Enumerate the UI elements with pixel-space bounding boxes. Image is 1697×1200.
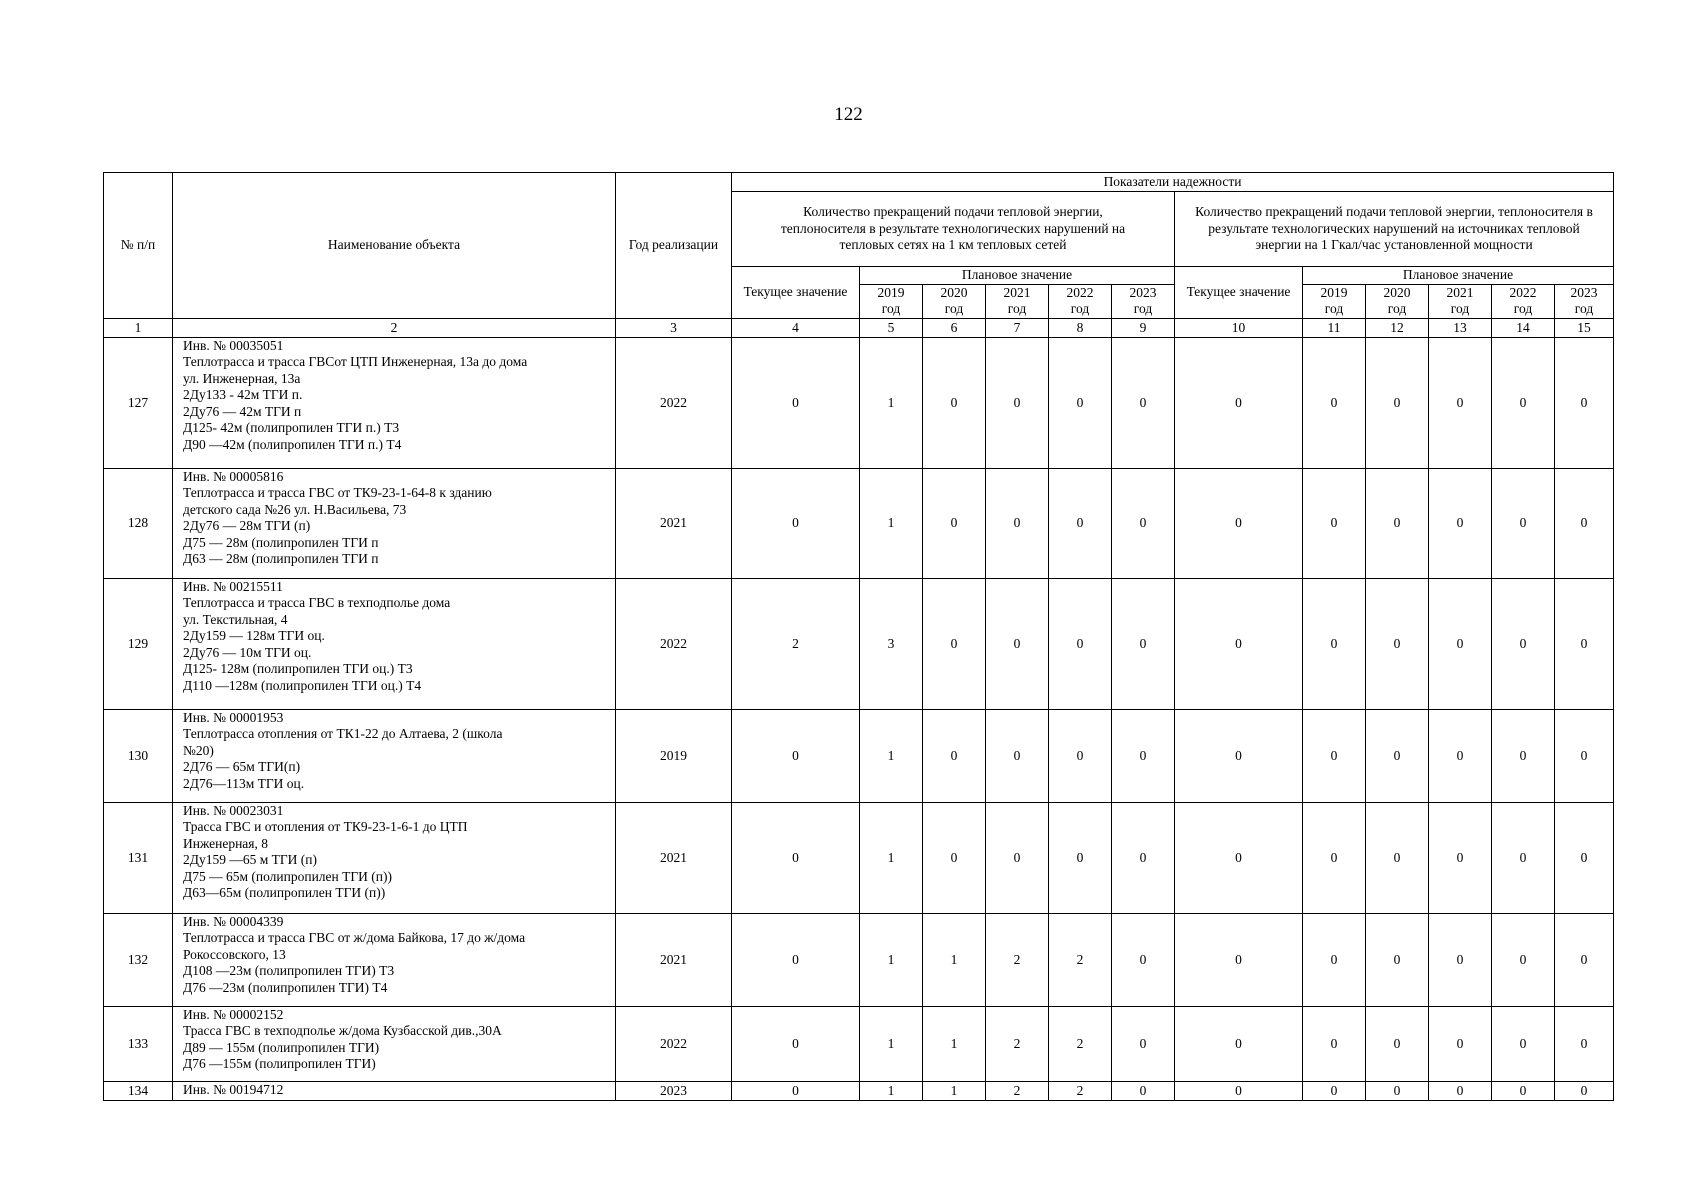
indicator-value: 0 <box>732 1081 860 1100</box>
header-year-cell: 2020 год <box>923 285 986 319</box>
object-name-line: ул. Инженерная, 13а <box>183 370 301 386</box>
indicator-value: 0 <box>1112 578 1175 709</box>
indicator-value: 0 <box>1112 709 1175 802</box>
column-number-cell: 12 <box>1366 318 1429 337</box>
object-name-line: 2Ду159 — 128м ТГИ оц. <box>183 628 325 644</box>
row-number: 130 <box>104 709 173 802</box>
indicator-value: 0 <box>732 468 860 578</box>
object-name-line: Теплотрасса и трасса ГВСот ЦТП Инженерная, 13а до дома <box>183 354 528 370</box>
header-year-cell: 2019 год <box>1303 285 1366 319</box>
header-no: № п/п <box>104 173 173 319</box>
indicator-value: 0 <box>1112 468 1175 578</box>
column-number-cell: 3 <box>616 318 732 337</box>
header-year-cell: 2023 год <box>1112 285 1175 319</box>
column-number-cell: 8 <box>1049 318 1112 337</box>
column-number-cell: 6 <box>923 318 986 337</box>
table-row <box>104 1006 1614 1081</box>
object-name-line: Д63 — 28м (полипропилен ТГИ п <box>183 551 379 567</box>
indicator-value: 0 <box>1366 913 1429 1006</box>
table-row <box>104 913 1614 1006</box>
header-year-cell: 2021 год <box>1429 285 1492 319</box>
column-number-cell: 2 <box>173 318 616 337</box>
object-name <box>173 802 616 913</box>
indicator-value: 0 <box>1049 802 1112 913</box>
indicator-value: 0 <box>1112 913 1175 1006</box>
column-number-cell: 4 <box>732 318 860 337</box>
indicator-value: 0 <box>1303 468 1366 578</box>
header-reliability: Показатели надежности <box>732 173 1614 192</box>
implementation-year: 2022 <box>616 578 732 709</box>
indicator-value: 0 <box>1366 1081 1429 1100</box>
object-name <box>173 709 616 802</box>
indicator-value: 0 <box>1303 578 1366 709</box>
indicator-value: 1 <box>923 1006 986 1081</box>
indicator-value: 2 <box>1049 913 1112 1006</box>
indicator-value: 0 <box>1492 337 1555 468</box>
column-number-cell: 13 <box>1429 318 1492 337</box>
table-row <box>104 337 1614 468</box>
indicator-value: 0 <box>1492 913 1555 1006</box>
indicator-value: 0 <box>1175 802 1303 913</box>
column-number-cell: 7 <box>986 318 1049 337</box>
object-name-line: Инв. № 00002152 <box>183 1006 284 1022</box>
object-name-line: Рокоссовского, 13 <box>183 946 286 962</box>
indicator-value: 0 <box>1492 468 1555 578</box>
indicator-value: 0 <box>1555 913 1614 1006</box>
table-row <box>104 468 1614 578</box>
implementation-year: 2019 <box>616 709 732 802</box>
indicator-value: 2 <box>732 578 860 709</box>
indicator-value: 0 <box>1303 913 1366 1006</box>
indicator-value: 0 <box>1366 802 1429 913</box>
indicator-value: 0 <box>1429 337 1492 468</box>
table-row <box>104 709 1614 802</box>
object-name-line: Инв. № 00005816 <box>183 468 284 484</box>
table-body <box>104 337 1614 1100</box>
indicator-value: 1 <box>860 709 923 802</box>
object-name-line: Инв. № 00023031 <box>183 802 284 818</box>
indicator-value: 2 <box>986 1081 1049 1100</box>
column-number-cell: 1 <box>104 318 173 337</box>
object-name-line: Инв. № 00035051 <box>183 337 284 353</box>
indicator-value: 0 <box>1555 1006 1614 1081</box>
indicator-value: 0 <box>1175 1006 1303 1081</box>
object-name-line: Инженерная, 8 <box>183 835 269 851</box>
object-name-line: 2Ду76 — 10м ТГИ оц. <box>183 644 312 660</box>
indicator-value: 0 <box>1492 802 1555 913</box>
indicator-value: 0 <box>1112 1006 1175 1081</box>
object-name-line: Д125- 42м (полипропилен ТГИ п.) Т3 <box>183 420 400 436</box>
indicator-value: 0 <box>1555 802 1614 913</box>
object-name-line: Инв. № 00001953 <box>183 709 284 725</box>
indicator-value: 0 <box>1555 578 1614 709</box>
object-name-line: Теплотрасса отопления от ТК1-22 до Алтаева, 2 (школа <box>183 726 503 742</box>
indicator-value: 0 <box>1492 578 1555 709</box>
indicator-value: 0 <box>1175 709 1303 802</box>
object-name <box>173 337 616 468</box>
object-name-line: 2Д76—113м ТГИ оц. <box>183 775 305 791</box>
indicator-value: 0 <box>923 337 986 468</box>
header-year: Год реализации <box>616 173 732 319</box>
header-group-sources: Количество прекращений подачи тепловой энергии, теплоносителя в результате технологических нарушений на источниках тепловой энергии на 1 Гкал/час установленной мощности <box>1175 192 1614 267</box>
implementation-year: 2021 <box>616 913 732 1006</box>
row-number: 129 <box>104 578 173 709</box>
indicator-value: 1 <box>860 913 923 1006</box>
header-year-cell: 2021 год <box>986 285 1049 319</box>
object-name-line: 2Ду76 — 42м ТГИ п <box>183 403 302 419</box>
implementation-year: 2021 <box>616 468 732 578</box>
indicator-value: 2 <box>986 1006 1049 1081</box>
indicator-value: 0 <box>1366 468 1429 578</box>
indicator-value: 0 <box>1492 1081 1555 1100</box>
table-header <box>104 173 1614 338</box>
header-current-1: Текущее значение <box>732 267 860 319</box>
column-number-cell: 5 <box>860 318 923 337</box>
object-name-line: Д89 — 155м (полипропилен ТГИ) <box>183 1039 380 1055</box>
object-name-line: 2Ду159 —65 м ТГИ (п) <box>183 852 318 868</box>
indicator-value: 0 <box>1112 337 1175 468</box>
indicator-value: 0 <box>1429 1006 1492 1081</box>
object-name-line: Инв. № 00215511 <box>183 578 283 594</box>
object-name-line: Д76 —155м (полипропилен ТГИ) <box>183 1056 376 1072</box>
header-name: Наименование объекта <box>173 173 616 319</box>
header-group-networks: Количество прекращений подачи тепловой энергии, теплоносителя в результате технологических нарушений на тепловых сетях на 1 км тепловых сетей <box>732 192 1175 267</box>
indicator-value: 0 <box>986 468 1049 578</box>
indicator-value: 0 <box>1303 337 1366 468</box>
indicator-value: 0 <box>1175 468 1303 578</box>
indicator-value: 0 <box>1366 337 1429 468</box>
object-name-line: ул. Текстильная, 4 <box>183 611 288 627</box>
column-number-cell: 14 <box>1492 318 1555 337</box>
object-name <box>173 1006 616 1081</box>
object-name-line: Д110 —128м (полипропилен ТГИ оц.) Т4 <box>183 677 422 693</box>
object-name-line: Инв. № 00004339 <box>183 913 284 929</box>
indicator-value: 1 <box>923 1081 986 1100</box>
implementation-year: 2021 <box>616 802 732 913</box>
object-name-line: Трасса ГВС и отопления от ТК9-23-1-6-1 до ЦТП <box>183 819 468 835</box>
indicator-value: 0 <box>1303 802 1366 913</box>
indicator-value: 0 <box>986 337 1049 468</box>
table-row <box>104 578 1614 709</box>
indicator-value: 1 <box>860 1081 923 1100</box>
indicator-value: 0 <box>1366 1006 1429 1081</box>
implementation-year: 2022 <box>616 337 732 468</box>
object-name <box>173 468 616 578</box>
indicator-value: 0 <box>923 578 986 709</box>
row-number: 133 <box>104 1006 173 1081</box>
object-name-line: 2Ду76 — 28м ТГИ (п) <box>183 518 311 534</box>
indicator-value: 0 <box>1112 802 1175 913</box>
object-name-line: Д90 —42м (полипропилен ТГИ п.) Т4 <box>183 436 402 452</box>
implementation-year: 2023 <box>616 1081 732 1100</box>
column-number-cell: 9 <box>1112 318 1175 337</box>
indicator-value: 3 <box>860 578 923 709</box>
row-number: 132 <box>104 913 173 1006</box>
indicator-value: 0 <box>1429 913 1492 1006</box>
column-number-cell: 15 <box>1555 318 1614 337</box>
reliability-table <box>103 172 1614 1101</box>
object-name-line: 2Д76 — 65м ТГИ(п) <box>183 759 301 775</box>
implementation-year: 2022 <box>616 1006 732 1081</box>
indicator-value: 0 <box>1555 709 1614 802</box>
object-name-line: Д108 —23м (полипропилен ТГИ) Т3 <box>183 963 395 979</box>
indicator-value: 1 <box>860 337 923 468</box>
indicator-value: 1 <box>923 913 986 1006</box>
indicator-value: 0 <box>1555 337 1614 468</box>
indicator-value: 0 <box>1429 802 1492 913</box>
row-number: 131 <box>104 802 173 913</box>
indicator-value: 0 <box>1555 1081 1614 1100</box>
indicator-value: 0 <box>923 709 986 802</box>
indicator-value: 0 <box>1429 578 1492 709</box>
row-number: 134 <box>104 1081 173 1100</box>
indicator-value: 0 <box>732 709 860 802</box>
indicator-value: 0 <box>1303 1006 1366 1081</box>
indicator-value: 0 <box>1555 468 1614 578</box>
indicator-value: 0 <box>1175 578 1303 709</box>
column-number-cell: 11 <box>1303 318 1366 337</box>
row-number: 127 <box>104 337 173 468</box>
indicator-value: 0 <box>1175 337 1303 468</box>
object-name <box>173 913 616 1006</box>
header-year-cell: 2022 год <box>1049 285 1112 319</box>
indicator-value: 0 <box>1429 1081 1492 1100</box>
indicator-value: 0 <box>732 1006 860 1081</box>
indicator-value: 1 <box>860 468 923 578</box>
header-year-cell: 2022 год <box>1492 285 1555 319</box>
indicator-value: 0 <box>1112 1081 1175 1100</box>
indicator-value: 2 <box>1049 1081 1112 1100</box>
table-row <box>104 802 1614 913</box>
object-name-line: Трасса ГВС в техподполье ж/дома Кузбасской див.,30А <box>183 1023 502 1039</box>
indicator-value: 0 <box>1429 468 1492 578</box>
object-name-line: №20) <box>183 742 214 758</box>
indicator-value: 0 <box>1492 709 1555 802</box>
indicator-value: 0 <box>1366 709 1429 802</box>
header-planned-1: Плановое значение <box>860 267 1175 285</box>
object-name <box>173 578 616 709</box>
indicator-value: 0 <box>732 802 860 913</box>
header-planned-2: Плановое значение <box>1303 267 1614 285</box>
indicator-value: 0 <box>986 709 1049 802</box>
indicator-value: 0 <box>986 802 1049 913</box>
indicator-value: 0 <box>1049 468 1112 578</box>
object-name-line: Д63—65м (полипропилен ТГИ (п)) <box>183 885 386 901</box>
page-number: 122 <box>834 104 863 125</box>
indicator-value: 1 <box>860 802 923 913</box>
indicator-value: 0 <box>1049 709 1112 802</box>
object-name-line: Теплотрасса и трасса ГВС от ж/дома Байкова, 17 до ж/дома <box>183 930 526 946</box>
indicator-value: 0 <box>732 913 860 1006</box>
header-current-2: Текущее значение <box>1175 267 1303 319</box>
indicator-value: 0 <box>1175 913 1303 1006</box>
column-number-cell: 10 <box>1175 318 1303 337</box>
header-year-cell: 2019 год <box>860 285 923 319</box>
indicator-value: 0 <box>732 337 860 468</box>
object-name-line: Д75 — 28м (полипропилен ТГИ п <box>183 534 379 550</box>
object-name-line: Д75 — 65м (полипропилен ТГИ (п)) <box>183 868 393 884</box>
indicator-value: 0 <box>1303 1081 1366 1100</box>
header-year-cell: 2023 год <box>1555 285 1614 319</box>
indicator-value: 2 <box>986 913 1049 1006</box>
object-name-line: Теплотрасса и трасса ГВС от ТК9-23-1-64-8 к зданию <box>183 485 492 501</box>
row-number: 128 <box>104 468 173 578</box>
object-name-line: Д125- 128м (полипропилен ТГИ оц.) Т3 <box>183 661 413 677</box>
indicator-value: 0 <box>1492 1006 1555 1081</box>
object-name <box>173 1081 616 1100</box>
indicator-value: 1 <box>860 1006 923 1081</box>
indicator-value: 0 <box>923 802 986 913</box>
object-name-line: Д76 —23м (полипропилен ТГИ) Т4 <box>183 979 388 995</box>
object-name-line: 2Ду133 - 42м ТГИ п. <box>183 387 303 403</box>
indicator-value: 0 <box>1303 709 1366 802</box>
column-number-row <box>104 318 1614 337</box>
indicator-value: 0 <box>923 468 986 578</box>
indicator-value: 0 <box>1366 578 1429 709</box>
header-year-cell: 2020 год <box>1366 285 1429 319</box>
object-name-line: детского сада №26 ул. Н.Васильева, 73 <box>183 501 407 517</box>
indicator-value: 0 <box>1175 1081 1303 1100</box>
indicator-value: 0 <box>1049 337 1112 468</box>
indicator-value: 0 <box>1049 578 1112 709</box>
indicator-value: 0 <box>986 578 1049 709</box>
indicator-value: 0 <box>1429 709 1492 802</box>
indicator-value: 2 <box>1049 1006 1112 1081</box>
table-row <box>104 1081 1614 1100</box>
object-name-line: Инв. № 00194712 <box>183 1081 284 1097</box>
object-name-line: Теплотрасса и трасса ГВС в техподполье дома <box>183 595 451 611</box>
